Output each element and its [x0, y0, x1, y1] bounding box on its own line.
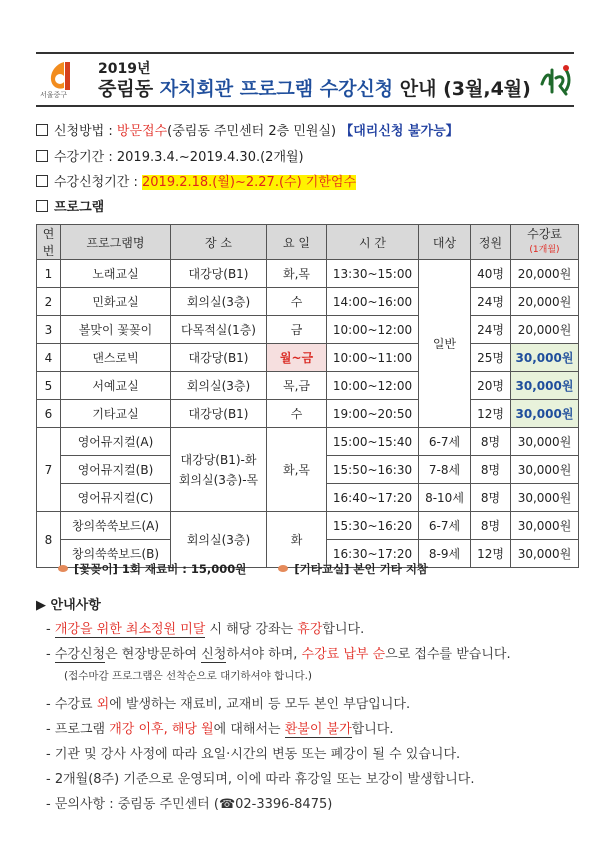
guide-line-5: - 프로그램 개강 이후, 해당 월에 대해서는 환불이 불가합니다.	[46, 722, 394, 737]
table-cell: 19:00~20:50	[327, 400, 419, 428]
checkbox-icon	[36, 124, 48, 136]
table-cell: 10:00~12:00	[327, 372, 419, 400]
table-cell: 30,000원	[511, 540, 579, 568]
table-cell: 8명	[471, 456, 511, 484]
table-cell: 화	[267, 512, 327, 568]
table-cell: 회의실(3층)	[171, 288, 267, 316]
guide-line-8: - 문의사항 : 중림동 주민센터 (☎02-3396-8475)	[46, 797, 333, 812]
table-cell: 15:00~15:40	[327, 428, 419, 456]
checkbox-icon	[36, 150, 48, 162]
table-cell: 수	[267, 400, 327, 428]
table-cell: 민화교실	[61, 288, 171, 316]
table-row	[37, 428, 579, 456]
table-cell: 2	[37, 288, 61, 316]
table-cell: 15:30~16:20	[327, 512, 419, 540]
table-cell: 25명	[471, 344, 511, 372]
calligraphy-logo-icon	[536, 62, 576, 98]
table-cell: 30,000원	[511, 428, 579, 456]
table-cell: 8-10세	[419, 484, 471, 512]
table-cell: 6-7세	[419, 428, 471, 456]
table-cell: 회의실(3층)	[171, 512, 267, 568]
table-cell: 창의쑥쑥보드(A)	[61, 512, 171, 540]
table-cell: 수	[267, 288, 327, 316]
bullet-icon	[58, 565, 68, 572]
table-cell: 30,000원	[511, 484, 579, 512]
table-cell: 13:30~15:00	[327, 260, 419, 288]
table-cell: 대강당(B1)	[171, 260, 267, 288]
table-cell: 서예교실	[61, 372, 171, 400]
table-cell: 40명	[471, 260, 511, 288]
triangle-bullet-icon: ▶	[36, 598, 46, 613]
guide-line-2: - 수강신청은 현장방문하여 신청하셔야 하며, 수강료 납부 순으로 접수를 받습니다.	[46, 647, 511, 662]
guide-heading: ▶ 안내사항	[36, 598, 101, 613]
table-cell: 15:50~16:30	[327, 456, 419, 484]
table-cell: 20,000원	[511, 316, 579, 344]
table-cell: 10:00~12:00	[327, 316, 419, 344]
table-cell: 30,000원	[511, 512, 579, 540]
table-cell: 24명	[471, 288, 511, 316]
checkbox-icon	[36, 175, 48, 187]
table-cell: 1	[37, 260, 61, 288]
table-cell: 20,000원	[511, 260, 579, 288]
highlighted-day-cell: 월~금	[267, 344, 327, 372]
info-method: 신청방법 : 방문접수(중림동 주민센터 2층 민원실) 【대리신청 불가능】	[36, 120, 459, 139]
guide-line-4: - 수강료 외에 발생하는 재료비, 교재비 등 모두 본인 부담입니다.	[46, 697, 411, 712]
program-table	[36, 224, 579, 568]
table-cell: 대강당(B1)	[171, 400, 267, 428]
guide-line-3: (접수마감 프로그램은 선착순으로 대기하셔야 합니다.)	[64, 670, 313, 682]
col-header-fee: 수강료 (1개월)	[511, 225, 579, 260]
table-cell: 대강당(B1)	[171, 344, 267, 372]
col-header-name: 프로그램명	[61, 225, 171, 260]
document-header	[36, 52, 574, 108]
table-cell: 회의실(3층)	[171, 372, 267, 400]
table-notes: [꽃꽂이] 1회 재료비 : 15,000원 [기타교실] 본인 기타 지참	[58, 561, 428, 577]
col-header-place: 장 소	[171, 225, 267, 260]
table-cell: 6	[37, 400, 61, 428]
table-row	[37, 400, 579, 428]
table-cell: 12명	[471, 540, 511, 568]
logo-caption: 서울중구	[40, 91, 68, 99]
table-cell: 목,금	[267, 372, 327, 400]
header-top-rule	[36, 52, 574, 54]
table-cell: 댄스로빅	[61, 344, 171, 372]
highlighted-fee-cell: 30,000원	[511, 372, 579, 400]
info-period: 수강기간 : 2019.3.4.~2019.4.30.(2개월)	[36, 146, 304, 165]
guide-line-1: - 개강을 위한 최소정원 미달 시 해당 강좌는 휴강합니다.	[46, 622, 365, 637]
table-row	[37, 344, 579, 372]
table-cell: 볼맞이 꽃꽂이	[61, 316, 171, 344]
col-header-no: 연번	[37, 225, 61, 260]
table-cell: 화,목	[267, 428, 327, 512]
table-row	[37, 372, 579, 400]
page-title: 중림동 자치회관 프로그램 수강신청 안내 (3월,4월)	[98, 78, 531, 100]
guide-line-7: - 2개월(8주) 기준으로 운영되며, 이에 따라 휴강일 또는 보강이 발생합니다.	[46, 772, 475, 787]
table-cell: 영어뮤지컬(C)	[61, 484, 171, 512]
info-apply-period: 수강신청기간 : 2019.2.18.(월)~2.27.(수) 기한엄수	[36, 171, 356, 190]
checkbox-icon	[36, 200, 48, 212]
table-row	[37, 288, 579, 316]
guide-line-6: - 기관 및 강사 사정에 따라 요일·시간의 변동 또는 폐강이 될 수 있습니다.	[46, 747, 461, 762]
col-header-time: 시 간	[327, 225, 419, 260]
table-cell: 금	[267, 316, 327, 344]
table-cell: 30,000원	[511, 456, 579, 484]
table-cell: 20명	[471, 372, 511, 400]
general-target-cell: 일반	[419, 260, 471, 428]
table-cell: 5	[37, 372, 61, 400]
table-row	[37, 316, 579, 344]
highlighted-fee-cell: 30,000원	[511, 344, 579, 372]
table-cell: 16:30~17:20	[327, 540, 419, 568]
table-cell: 8명	[471, 512, 511, 540]
table-header-row	[37, 225, 579, 260]
table-cell: 노래교실	[61, 260, 171, 288]
table-cell: 화,목	[267, 260, 327, 288]
info-program-label: 프로그램	[36, 196, 104, 215]
table-cell: 영어뮤지컬(A)	[61, 428, 171, 456]
table-row	[37, 512, 579, 540]
col-header-day: 요 일	[267, 225, 327, 260]
table-cell: 8-9세	[419, 540, 471, 568]
table-cell: 다목적실(1층)	[171, 316, 267, 344]
table-row	[37, 260, 579, 288]
header-year: 2019년	[98, 61, 151, 77]
col-header-target: 대상	[419, 225, 471, 260]
table-cell: 7	[37, 428, 61, 512]
table-cell: 24명	[471, 316, 511, 344]
table-cell: 6-7세	[419, 512, 471, 540]
table-cell: 4	[37, 344, 61, 372]
table-cell: 3	[37, 316, 61, 344]
table-cell: 8명	[471, 428, 511, 456]
table-cell: 16:40~17:20	[327, 484, 419, 512]
highlighted-fee-cell: 30,000원	[511, 400, 579, 428]
table-cell: 7-8세	[419, 456, 471, 484]
header-bottom-rule	[36, 105, 574, 107]
bullet-icon	[278, 565, 288, 572]
apply-deadline-highlight: 2019.2.18.(월)~2.27.(수) 기한엄수	[142, 175, 357, 190]
table-cell: 14:00~16:00	[327, 288, 419, 316]
table-cell: 8	[37, 512, 61, 568]
table-cell: 영어뮤지컬(B)	[61, 456, 171, 484]
group7-place-cell: 대강당(B1)-화 회의실(3층)-목	[171, 428, 267, 512]
col-header-capacity: 정원	[471, 225, 511, 260]
table-cell: 12명	[471, 400, 511, 428]
table-cell: 8명	[471, 484, 511, 512]
table-cell: 10:00~11:00	[327, 344, 419, 372]
table-cell: 창의쑥쑥보드(B)	[61, 540, 171, 568]
table-cell: 기타교실	[61, 400, 171, 428]
table-cell: 20,000원	[511, 288, 579, 316]
